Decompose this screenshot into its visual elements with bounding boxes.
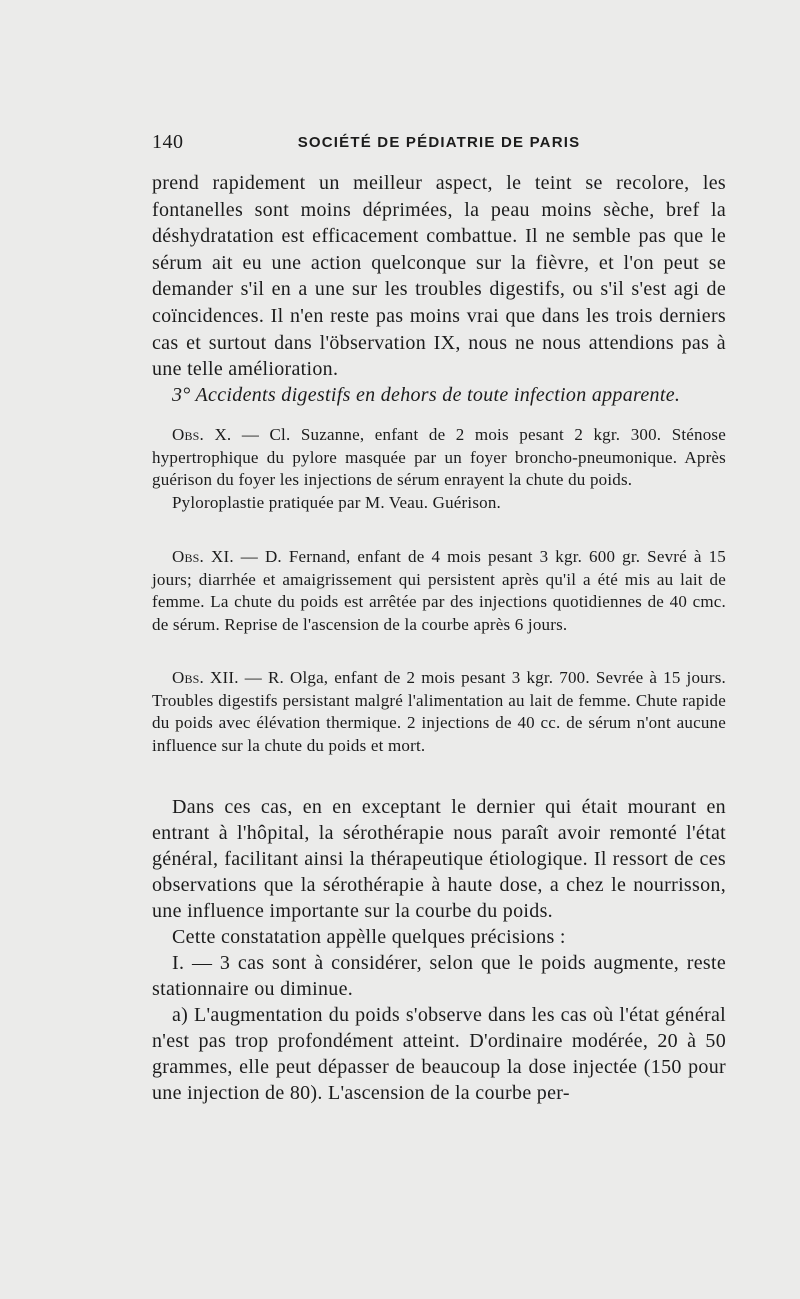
paragraph-5: a) L'augmentation du poids s'observe dans les cas où l'état général n'est pas trop profondément atteint. D'ordinaire modérée, 20 à 50 grammes, elle peut dépasser de beaucoup la dose injectée (150 pour une injection de 80). L'ascension de la courbe per- — [152, 1004, 726, 1104]
observation-10 — [152, 424, 726, 514]
obs-text: — D. Fernand, enfant de 4 mois pesant 3 kgr. 600 gr. Sevré à 15 jours; diarrhée et amaigrissement qui persistent après qu'il a été mis au lait de femme. La chute du poids est arrêtée par des injections quotidiennes de 40 cmc. de sérum. Reprise de l'ascension de la courbe après 6 jours. — [152, 547, 726, 634]
obs-followup: Pyloroplastie pratiquée par M. Veau. Guérison. — [172, 492, 501, 512]
paragraph-4: I. — 3 cas sont à considérer, selon que le poids augmente, reste stationnaire ou diminue. — [152, 952, 726, 1000]
paragraph-2: Dans ces cas, en en exceptant le dernier qui était mourant en entrant à l'hôpital, la sérothérapie nous paraît avoir remonté l'état général, facilitant ainsi la thérapeutique étiologique. Il ressort de ces observations que la sérothérapie à haute dose, a chez le nourrisson, une influence importante sur la courbe du poids. — [152, 796, 726, 922]
page-number: 140 — [152, 131, 184, 153]
paragraph-3: Cette constatation appèlle quelques précisions : — [172, 926, 566, 948]
obs-text: — R. Olga, enfant de 2 mois pesant 3 kgr. 700. Sevrée à 15 jours. Troubles digestifs persistant malgré l'alimentation au lait de femme. Chute rapide du poids avec élévation thermique. 2 injections de 40 cc. de sérum n'ont aucune influence sur la chute du poids et mort. — [152, 668, 726, 755]
page-header — [152, 131, 726, 155]
paragraph-continuation — [152, 170, 726, 383]
obs-label: Obs. XII. — [172, 668, 239, 687]
running-title: SOCIÉTÉ DE PÉDIATRIE DE PARIS — [297, 134, 581, 151]
obs-label: Obs. X. — [172, 425, 232, 444]
obs-label: Obs. XI. — [172, 547, 234, 566]
paragraph-block-2 — [152, 794, 726, 1106]
observation-12 — [152, 667, 726, 757]
paragraph-1: prend rapidement un meilleur aspect, le teint se recolore, les fontanelles sont moins déprimées, la peau moins sèche, bref la déshydratation est efficacement combattue. Il ne semble pas que le sérum ait eu une action quelconque sur la fièvre, et l'on peut se demander s'il en a une sur les troubles digestifs, ou s'il s'est agi de coïncidences. Il n'en reste pas moins vrai que dans les trois derniers cas et surtout dans l'öbservation IX, nous ne nous attendions pas à une telle amélioration. — [152, 172, 726, 381]
observation-11 — [152, 546, 726, 636]
section-heading: 3° Accidents digestifs en dehors de toute infection apparente. — [172, 384, 681, 406]
obs-text: — Cl. Suzanne, enfant de 2 mois pesant 2 kgr. 300. Sténose hypertrophique du pylore masquée par un foyer broncho-pneumonique. Après guérison du foyer les injections de sérum enrayent la chute du poids. — [152, 425, 726, 489]
